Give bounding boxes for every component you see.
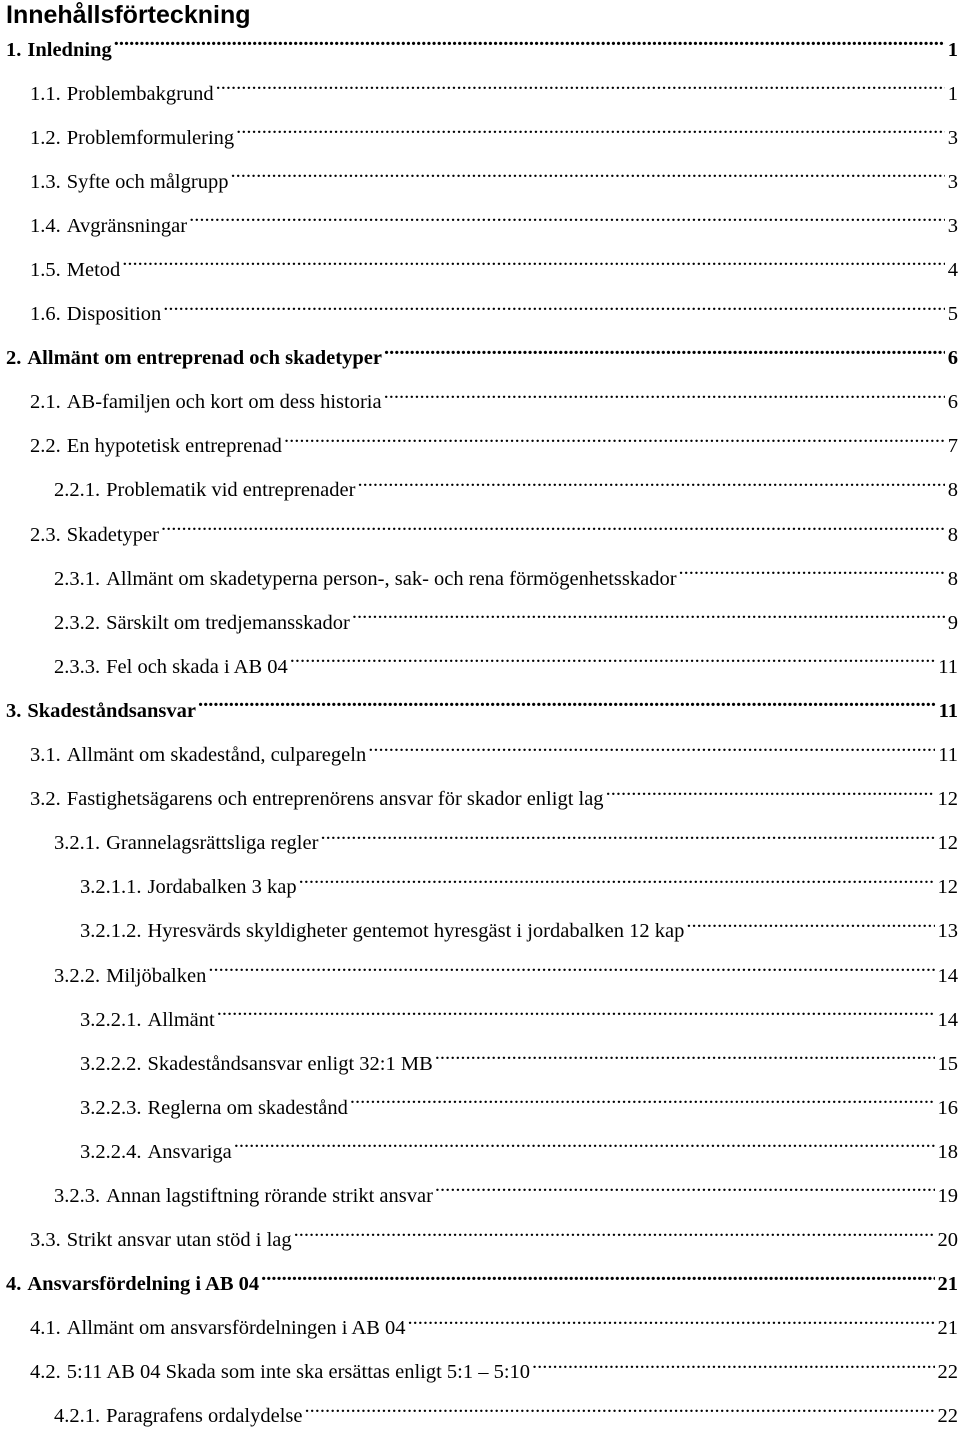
toc-dot-leader bbox=[294, 1219, 935, 1242]
toc-entry-number: 1.2. bbox=[30, 127, 61, 150]
toc-entry[interactable] bbox=[0, 557, 960, 601]
toc-page-number: 4 bbox=[948, 259, 960, 282]
toc-entry[interactable] bbox=[0, 1263, 960, 1307]
toc-dot-leader bbox=[384, 381, 945, 404]
toc-entry-number: 3.2. bbox=[30, 788, 61, 811]
toc-entry-number: 2.2. bbox=[30, 435, 61, 458]
toc-page-number: 6 bbox=[948, 391, 960, 414]
toc-entry[interactable] bbox=[0, 822, 960, 866]
toc-entry-title: Syfte och målgrupp bbox=[67, 171, 229, 194]
toc-entry-title: Inledning bbox=[27, 39, 111, 62]
toc-page-number: 1 bbox=[948, 83, 960, 106]
toc-dot-leader bbox=[320, 822, 934, 845]
toc-entry[interactable] bbox=[0, 1130, 960, 1174]
toc-dot-leader bbox=[198, 689, 936, 712]
toc-entry-title: Grannelagsrättsliga regler bbox=[106, 832, 318, 855]
toc-page-number: 1 bbox=[948, 39, 960, 62]
toc-entry-title: Allmänt om ansvarsfördelningen i AB 04 bbox=[67, 1317, 406, 1340]
toc-page-number: 21 bbox=[938, 1317, 960, 1340]
toc-entry[interactable] bbox=[0, 1042, 960, 1086]
toc-entry[interactable] bbox=[0, 469, 960, 513]
toc-entry-number: 1.1. bbox=[30, 83, 61, 106]
toc-entry-title: En hypotetisk entreprenad bbox=[67, 435, 282, 458]
toc-page-number: 3 bbox=[948, 127, 960, 150]
toc-entry[interactable] bbox=[0, 72, 960, 116]
toc-entry-number: 3. bbox=[6, 700, 21, 723]
toc-entry-number: 1.5. bbox=[30, 259, 61, 282]
toc-entry-title: Fel och skada i AB 04 bbox=[106, 656, 288, 679]
toc-entry-title: 5:11 AB 04 Skada som inte ska ersättas enligt 5:1 – 5:10 bbox=[67, 1361, 530, 1384]
toc-entry[interactable] bbox=[0, 160, 960, 204]
toc-page-number: 18 bbox=[938, 1141, 960, 1164]
toc-page-number: 3 bbox=[948, 171, 960, 194]
toc-entry-number: 3.3. bbox=[30, 1229, 61, 1252]
toc-title: Innehållsförteckning bbox=[6, 0, 250, 30]
toc-page-number: 21 bbox=[938, 1273, 960, 1296]
toc-page-number: 22 bbox=[938, 1405, 960, 1428]
toc-page-number: 11 bbox=[939, 700, 960, 723]
toc-entry-title: Ansvariga bbox=[148, 1141, 232, 1164]
toc-dot-leader bbox=[352, 601, 945, 624]
toc-page-number: 16 bbox=[938, 1097, 960, 1120]
toc-entry-number: 1.3. bbox=[30, 171, 61, 194]
toc-entry[interactable] bbox=[0, 778, 960, 822]
toc-entry[interactable] bbox=[0, 866, 960, 910]
toc-page-number: 15 bbox=[938, 1053, 960, 1076]
toc-page-number: 14 bbox=[938, 965, 960, 988]
toc-entry-number: 3.2.3. bbox=[54, 1185, 100, 1208]
toc-page-number: 12 bbox=[938, 788, 960, 811]
toc-entry-title: Avgränsningar bbox=[67, 215, 187, 238]
toc-page-number: 8 bbox=[948, 524, 960, 547]
toc-entry-number: 2.3.2. bbox=[54, 612, 100, 635]
toc-entry-title: Hyresvärds skyldigheter gentemot hyresgäst i jordabalken 12 kap bbox=[148, 920, 685, 943]
toc-entry[interactable] bbox=[0, 1395, 960, 1439]
toc-dot-leader bbox=[208, 954, 934, 977]
toc-entry-title: Metod bbox=[67, 259, 121, 282]
toc-dot-leader bbox=[435, 1042, 935, 1065]
toc-entry-title: Allmänt om skadestånd, culparegeln bbox=[67, 744, 366, 767]
toc-dot-leader bbox=[261, 1263, 934, 1286]
toc-entry-number: 4.1. bbox=[30, 1317, 61, 1340]
toc-entry-number: 2.3.3. bbox=[54, 656, 100, 679]
toc-entry[interactable] bbox=[0, 601, 960, 645]
toc-entry[interactable] bbox=[0, 337, 960, 381]
toc-dot-leader bbox=[161, 513, 945, 536]
toc-dot-leader bbox=[305, 1395, 935, 1418]
toc-entry-title: Jordabalken 3 kap bbox=[148, 876, 297, 899]
toc-entry-title: Miljöbalken bbox=[106, 965, 206, 988]
toc-entry-number: 3.2.1.2. bbox=[80, 920, 142, 943]
toc-entry-title: Särskilt om tredjemansskador bbox=[106, 612, 350, 635]
toc-dot-leader bbox=[686, 910, 934, 933]
toc-dot-leader bbox=[236, 116, 945, 139]
toc-dot-leader bbox=[122, 248, 944, 271]
toc-entry-number: 3.2.2.1. bbox=[80, 1009, 142, 1032]
toc-entry-title: Annan lagstiftning rörande strikt ansvar bbox=[106, 1185, 433, 1208]
toc-dot-leader bbox=[435, 1174, 935, 1197]
toc-entry-number: 4.2.1. bbox=[54, 1405, 100, 1428]
toc-entry-number: 2.2.1. bbox=[54, 479, 100, 502]
toc-dot-leader bbox=[189, 204, 945, 227]
toc-entry[interactable] bbox=[0, 204, 960, 248]
toc-entry-number: 1. bbox=[6, 39, 21, 62]
toc-entry-number: 3.2.2.2. bbox=[80, 1053, 142, 1076]
toc-page-number: 9 bbox=[948, 612, 960, 635]
toc-page-number: 13 bbox=[938, 920, 960, 943]
toc-entry[interactable] bbox=[0, 248, 960, 292]
toc-entry[interactable] bbox=[0, 998, 960, 1042]
toc-entry[interactable] bbox=[0, 954, 960, 998]
toc-dot-leader bbox=[284, 425, 945, 448]
toc-dot-leader bbox=[357, 469, 944, 492]
toc-dot-leader bbox=[216, 72, 945, 95]
toc-dot-leader bbox=[350, 1086, 935, 1109]
toc-entry[interactable] bbox=[0, 28, 960, 72]
toc-entry-title: Reglerna om skadestånd bbox=[148, 1097, 348, 1120]
toc-dot-leader bbox=[368, 734, 935, 757]
toc-entry[interactable] bbox=[0, 1307, 960, 1351]
toc-entry[interactable] bbox=[0, 1174, 960, 1218]
toc-entry[interactable] bbox=[0, 734, 960, 778]
toc-dot-leader bbox=[217, 998, 935, 1021]
toc-page-number: 3 bbox=[948, 215, 960, 238]
toc-page-number: 11 bbox=[938, 744, 960, 767]
toc-entry-title: AB-familjen och kort om dess historia bbox=[67, 391, 382, 414]
toc-entry-title: Fastighetsägarens och entreprenörens ansvar för skador enligt lag bbox=[67, 788, 604, 811]
toc-entry[interactable] bbox=[0, 293, 960, 337]
toc-entry-title: Strikt ansvar utan stöd i lag bbox=[67, 1229, 292, 1252]
toc-entry[interactable] bbox=[0, 513, 960, 557]
toc-dot-leader bbox=[290, 645, 935, 668]
toc-page-number: 5 bbox=[948, 303, 960, 326]
toc-entry-number: 2.3. bbox=[30, 524, 61, 547]
toc-entry[interactable] bbox=[0, 910, 960, 954]
toc-page-number: 12 bbox=[938, 832, 960, 855]
toc-page-number: 6 bbox=[948, 347, 960, 370]
toc-entry-title: Skadeståndsansvar enligt 32:1 MB bbox=[148, 1053, 433, 1076]
toc-entry-number: 3.2.2. bbox=[54, 965, 100, 988]
toc-page-number: 8 bbox=[948, 568, 960, 591]
toc-page-number: 8 bbox=[948, 479, 960, 502]
toc-entry-title: Problematik vid entreprenader bbox=[106, 479, 355, 502]
toc-entry-number: 3.2.1.1. bbox=[80, 876, 142, 899]
toc-page-number: 20 bbox=[938, 1229, 960, 1252]
toc-entry[interactable] bbox=[0, 1351, 960, 1395]
toc-dot-leader bbox=[114, 28, 945, 51]
toc-entry[interactable] bbox=[0, 689, 960, 733]
toc-dot-leader bbox=[606, 778, 935, 801]
toc-dot-leader bbox=[299, 866, 935, 889]
toc-entry-title: Paragrafens ordalydelse bbox=[106, 1405, 302, 1428]
toc-entry-number: 2.3.1. bbox=[54, 568, 100, 591]
toc-entry[interactable] bbox=[0, 116, 960, 160]
toc-list bbox=[0, 28, 960, 1439]
toc-entry-title: Skadetyper bbox=[67, 524, 159, 547]
toc-entry-title: Skadeståndsansvar bbox=[27, 700, 196, 723]
toc-page-number: 11 bbox=[938, 656, 960, 679]
toc-entry-title: Ansvarsfördelning i AB 04 bbox=[27, 1273, 259, 1296]
toc-entry-number: 2.1. bbox=[30, 391, 61, 414]
toc-entry-title: Allmänt bbox=[148, 1009, 215, 1032]
toc-page-number: 7 bbox=[948, 435, 960, 458]
toc-entry-number: 1.4. bbox=[30, 215, 61, 238]
toc-entry[interactable] bbox=[0, 381, 960, 425]
toc-entry-title: Disposition bbox=[67, 303, 162, 326]
toc-dot-leader bbox=[408, 1307, 935, 1330]
toc-entry-title: Problemformulering bbox=[67, 127, 234, 150]
toc-dot-leader bbox=[230, 160, 944, 183]
toc-entry-number: 4. bbox=[6, 1273, 21, 1296]
toc-entry-number: 3.1. bbox=[30, 744, 61, 767]
toc-dot-leader bbox=[163, 293, 944, 316]
toc-entry[interactable] bbox=[0, 1086, 960, 1130]
toc-page-number: 12 bbox=[938, 876, 960, 899]
toc-entry-title: Allmänt om skadetyperna person-, sak- och rena förmögenhetsskador bbox=[106, 568, 676, 591]
toc-entry-number: 3.2.2.4. bbox=[80, 1141, 142, 1164]
toc-entry-title: Allmänt om entreprenad och skadetyper bbox=[27, 347, 382, 370]
toc-entry-number: 1.6. bbox=[30, 303, 61, 326]
toc-entry[interactable] bbox=[0, 1219, 960, 1263]
toc-entry-number: 3.2.2.3. bbox=[80, 1097, 142, 1120]
toc-dot-leader bbox=[532, 1351, 934, 1374]
toc-entry-title: Problembakgrund bbox=[67, 83, 214, 106]
toc-page-number: 14 bbox=[938, 1009, 960, 1032]
toc-page-number: 19 bbox=[938, 1185, 960, 1208]
toc-dot-leader bbox=[679, 557, 945, 580]
toc-entry[interactable] bbox=[0, 645, 960, 689]
toc-dot-leader bbox=[234, 1130, 935, 1153]
toc-entry-number: 3.2.1. bbox=[54, 832, 100, 855]
toc-dot-leader bbox=[384, 337, 945, 360]
toc-entry-number: 4.2. bbox=[30, 1361, 61, 1384]
toc-page-number: 22 bbox=[938, 1361, 960, 1384]
toc-entry[interactable] bbox=[0, 425, 960, 469]
toc-entry-number: 2. bbox=[6, 347, 21, 370]
